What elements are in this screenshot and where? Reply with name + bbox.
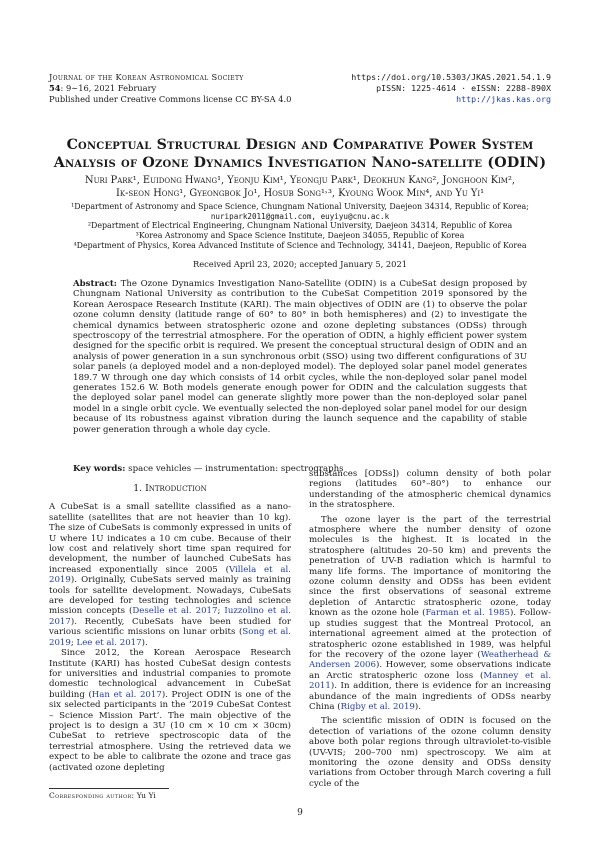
text: ; — [70, 637, 77, 648]
text: The ozone layer is the part of the terrestrial atmosphere where the number density of ozone molecules is the highest. It is located in the stratosphere (altitudes 20–50 km) and prevents the penetration of UV-B radiation which is harmful to many life forms. The importance of monitoring the ozone column density and ODSs has been evident since the first observations of seasonal extreme depletion of Antarctic stratospheric ozone, today known as the ozone hole ( — [309, 514, 551, 619]
affiliations — [40, 202, 560, 251]
citation-link[interactable]: Manney et al. 2011 — [309, 670, 551, 692]
citation-link[interactable]: Villela et al. 2019 — [49, 564, 291, 586]
text: ). Follow-up studies suggest that the Montreal Protocol, an international agreement aimed at the protection of stratospheric ozone established in 1989, was helpful for the recovery of the ozone layer ( — [309, 608, 551, 660]
keywords-label: Key words: — [73, 464, 126, 474]
citation-link[interactable]: Weatherhead & Andersen 2006 — [309, 649, 551, 671]
section-heading: 1. Introduction — [133, 483, 207, 494]
text: Since 2012, the Korean Aerospace Research Institute (KARI) has hosted CubeSat design contests for universities and industrial companies to promote domestic technological advancement in CubeSat building ( — [49, 648, 291, 700]
received-dates: Received April 23, 2020; accepted January 5, 2021 — [192, 259, 408, 269]
authors-line-2: Ik-seon Hong¹, Gyeongbok Jo¹, Hosub Song¹˒³, Kyoung Wook Min⁴, and Yu Yi¹ — [115, 188, 485, 199]
text: ). — [141, 637, 148, 648]
citation-link[interactable]: Farman et al. 1985 — [425, 608, 510, 619]
text: ; — [217, 606, 225, 617]
left-column — [49, 480, 291, 773]
footnote-label: Corresponding author: — [49, 791, 135, 800]
paragraph — [49, 648, 291, 773]
journal-header — [49, 72, 291, 105]
text: ). In addition, there is evidence for an increasing abundance of the main ingredients of ODSs nearby China ( — [309, 681, 551, 712]
paragraph: substances [ODSs]) column density of both polar regions (latitudes 60°–80°) to enhance our understanding of the atmospheric chemical dynamics in the stratosphere. — [309, 469, 551, 511]
keywords-text: space vehicles — instrumentation: spectrographs — [128, 464, 344, 474]
citation-link[interactable]: Lee et al. 2017 — [76, 637, 142, 648]
affiliation-2: ²Department of Electrical Engineering, Chungnam National University, Daejeon 34314, Republic of Korea — [87, 221, 513, 231]
paragraph — [49, 502, 291, 648]
journal-name: Journal of the Korean Astronomical Society — [49, 72, 244, 82]
text: ). However, some observations indicate an Arctic stratospheric ozone loss ( — [309, 660, 551, 681]
pages-date: : 9∼16, 2021 February — [60, 83, 157, 93]
author-list — [40, 174, 560, 200]
paragraph: The scientific mission of ODIN is focused on the detection of variations of the ozone column density above both polar regions through ultraviolet-to-visible (UV-VIS; 200–700 nm) spectroscopy. We aim at monitoring the ozone density and ODSs density variations from October through March covering a full cycle of the — [309, 716, 551, 789]
affiliation-1: ¹Department of Astronomy and Space Science, Chungnam National University, Daejeon 34314, Republic of Korea; — [71, 202, 529, 211]
citation-link[interactable]: Rigby et al. 2019 — [340, 701, 415, 712]
abstract — [73, 279, 527, 435]
footnote — [49, 791, 156, 800]
volume-info — [49, 83, 291, 94]
abstract-label: Abstract: — [73, 279, 117, 289]
text: A CubeSat is a small satellite classified as a nano-satellite (satellites that are not heavier than 10 kg). The size of CubeSats is commonly expressed in units of U where 1U indicates a 10 cm cube. Because of their low cost and relatively short time span required for development, the number of launched CubeSats has increased exponentially since 2005 ( — [49, 502, 291, 575]
citation-link[interactable]: Song et al. 2019 — [49, 627, 291, 648]
title-line-2: Analysis of Ozone Dynamics Investigation Nano-satellite (ODIN) — [53, 154, 547, 171]
volume-number: 54 — [49, 83, 61, 93]
corresponding-emails: nuripark2011@gmail.com, euyiyu@cnu.ac.k — [210, 211, 390, 221]
issn-text: pISSN: 1225-4614 · eISSN: 2288-890X — [376, 83, 551, 93]
doi-link[interactable]: https://doi.org/10.5303/JKAS.2021.54.1.9 — [351, 72, 551, 82]
footnote-divider — [49, 788, 169, 789]
page-number: 9 — [297, 808, 303, 818]
paper-title — [40, 137, 560, 172]
footnote-name: Yu Yi — [136, 791, 156, 800]
citation-link[interactable]: Han et al. 2017 — [91, 689, 162, 700]
text: ). Originally, CubeSats served mainly as training tools for satellite development. Nowadays, CubeSats are developed for testing technologies and science mission concepts ( — [49, 575, 291, 617]
text: ). Recently, CubeSats have been studied for various scientific missions on lunar orbits ( — [49, 616, 291, 638]
abstract-text: The Ozone Dynamics Investigation Nano-Satellite (ODIN) is a CubeSat design proposed by Chungnam National University as contribution to the CubeSat Competition 2019 sponsored by the Korean Aerospace Research Institute (KARI). The main objectives of ODIN are (1) to observe the polar ozone column density (latitude range of 60° to 80° in both hemispheres) and (2) to investigate the chemical dynamics between stratospheric ozone and ozone depleting substances (ODSs) through spectroscopy of the terrestrial atmosphere. For the operation of ODIN, a highly efficient power system designed for the specific orbit is required. We present the conceptual structural design of ODIN and an analysis of power generation in a sun synchronous orbit (SSO) using two different configurations of 3U solar panels (a deployed model and a non-deployed model). The deployed solar panel model generates 189.7 W through one day which consists of 14 orbit cycles, while the non-deployed solar panel model generates 152.6 W. Both models generate enough power for ODIN and the calculation suggests that the deployed solar panel model can generate slightly more power than the non-deployed solar panel model in a single orbit cycle. We eventually selected the non-deployed solar panel model for our design because of its robustness against vibration during the launch sequence and the capability of stable power generation through a whole day cycle. — [73, 279, 527, 435]
doi-header — [351, 72, 551, 105]
authors-line-1: Nuri Park¹, Euidong Hwang¹, Yeonju Kim¹, Yeongju Park¹, Deokhun Kang², Jonghoon Kim², — [85, 175, 515, 186]
license-text: Published under Creative Commons license CC BY-SA 4.0 — [49, 94, 292, 104]
text: ). Project ODIN is one of the six selected participants in the ‘2019 CubeSat Contest – Science Mission Part’. The main objective of the project is to design a 3U (10 cm × 10 cm × 30cm) CubeSat to retrieve spectroscopic data of the terrestrial atmosphere. Using the retrieved data we expect to be able to calibrate the ozone and trace gas (activated ozone depleting — [49, 689, 291, 773]
text: ). — [414, 701, 421, 712]
journal-url-link[interactable]: http://jkas.kas.org — [456, 94, 551, 104]
title-line-1: Conceptual Structural Design and Comparative Power System — [66, 137, 534, 153]
affiliation-3: ³Korea Astronomy and Space Science Institute, Daejeon 34055, Republic of Korea — [135, 231, 465, 241]
right-column — [309, 469, 551, 789]
affiliation-4: ⁴Department of Physics, Korea Advanced Institute of Science and Technology, 34141, Daejeon, Republic of Korea — [73, 240, 527, 250]
citation-link[interactable]: Deselle et al. 2017 — [132, 606, 218, 617]
paragraph — [309, 515, 551, 713]
citation-link[interactable]: Iuzzolino et al. 2017 — [49, 606, 291, 627]
